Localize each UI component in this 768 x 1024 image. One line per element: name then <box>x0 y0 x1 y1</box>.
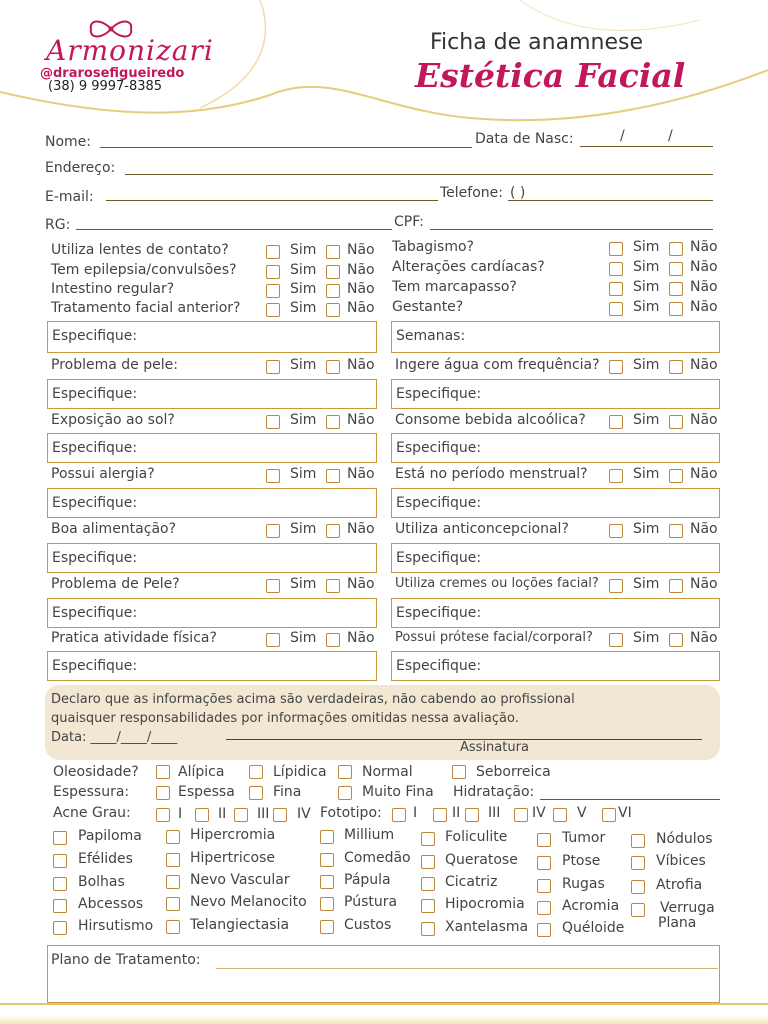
specify-label: Especifique: <box>52 386 138 402</box>
condition-checkbox[interactable] <box>320 853 334 867</box>
sim-checkbox[interactable] <box>266 524 280 538</box>
fototipo-label: Fototipo: <box>320 805 382 821</box>
brand-logo: Armonizari <box>46 34 214 67</box>
condition-checkbox[interactable] <box>537 901 551 915</box>
specify-label: Especifique: <box>396 386 482 402</box>
question-label: Utiliza cremes ou loções facial? <box>395 576 599 591</box>
specify-label: Especifique: <box>396 658 482 674</box>
nao-label: Não <box>690 299 718 315</box>
rg-label: RG: <box>45 217 71 233</box>
nome-field[interactable] <box>100 147 472 148</box>
question-label: Consome bebida alcoólica? <box>395 412 586 428</box>
fototipo-checkbox[interactable] <box>392 808 406 822</box>
nao-label: Não <box>347 357 375 373</box>
nao-label: Não <box>347 300 375 316</box>
question-label: Exposição ao sol? <box>51 412 175 428</box>
nao-checkbox[interactable] <box>669 633 683 647</box>
sim-checkbox[interactable] <box>266 303 280 317</box>
nao-checkbox[interactable] <box>326 469 340 483</box>
declaration-date[interactable]: Data: ____/____/____ <box>51 730 178 745</box>
question-label: Tabagismo? <box>392 239 474 255</box>
condition-label: Abcessos <box>78 896 144 912</box>
nao-label: Não <box>690 466 718 482</box>
sim-label: Sim <box>633 576 660 592</box>
option-label: II <box>218 806 227 822</box>
specify-label: Especifique: <box>52 605 138 621</box>
condition-checkbox[interactable] <box>320 920 334 934</box>
footer-decoration <box>0 1003 768 1024</box>
sim-checkbox[interactable] <box>609 469 623 483</box>
sim-label: Sim <box>290 521 317 537</box>
oleosidade-label: Oleosidade? <box>53 764 139 780</box>
nao-checkbox[interactable] <box>669 302 683 316</box>
nao-checkbox[interactable] <box>669 469 683 483</box>
condition-label: Atrofia <box>656 877 703 893</box>
nao-label: Não <box>347 521 375 537</box>
sim-checkbox[interactable] <box>609 302 623 316</box>
option-label: Muito Fina <box>362 784 434 800</box>
option-label: III <box>257 806 270 822</box>
birth-date-field[interactable] <box>580 146 713 147</box>
specify-label: Especifique: <box>396 605 482 621</box>
sim-checkbox[interactable] <box>266 469 280 483</box>
condition-label: Papiloma <box>78 828 142 844</box>
condition-label: Hirsutismo <box>78 918 154 934</box>
nao-checkbox[interactable] <box>326 579 340 593</box>
specify-box[interactable] <box>391 598 720 628</box>
condition-label: Plana <box>658 915 697 931</box>
sim-label: Sim <box>633 466 660 482</box>
question-label: Possui prótese facial/corporal? <box>395 630 593 645</box>
nao-label: Não <box>690 521 718 537</box>
sim-label: Sim <box>290 357 317 373</box>
espessura-checkbox[interactable] <box>249 786 263 800</box>
condition-label: Rugas <box>562 876 605 892</box>
condition-label: Pústura <box>344 894 398 910</box>
nao-checkbox[interactable] <box>326 633 340 647</box>
sim-label: Sim <box>633 259 660 275</box>
question-label: Ingere água com frequência? <box>395 357 600 373</box>
condition-checkbox[interactable] <box>421 855 435 869</box>
condition-label: Millium <box>344 827 395 843</box>
nao-checkbox[interactable] <box>669 360 683 374</box>
oleosidade-checkbox[interactable] <box>156 765 170 779</box>
hidratacao-label: Hidratação: <box>453 784 535 800</box>
telefone-area-code: ( ) <box>510 185 526 201</box>
condition-label: Hipertricose <box>190 850 275 866</box>
sim-checkbox[interactable] <box>266 415 280 429</box>
specify-box[interactable] <box>47 543 377 573</box>
nao-label: Não <box>347 576 375 592</box>
fototipo-checkbox[interactable] <box>553 808 567 822</box>
page-subtitle: Ficha de anamnese <box>430 30 643 55</box>
nao-label: Não <box>690 412 718 428</box>
condition-label: Telangiectasia <box>190 917 290 933</box>
option-label: II <box>452 805 461 821</box>
sim-label: Sim <box>290 242 317 258</box>
sim-label: Sim <box>290 300 317 316</box>
sim-label: Sim <box>633 357 660 373</box>
condition-checkbox[interactable] <box>421 877 435 891</box>
oleosidade-checkbox[interactable] <box>249 765 263 779</box>
question-label: Possui alergia? <box>51 466 155 482</box>
sim-label: Sim <box>290 466 317 482</box>
nao-label: Não <box>690 259 718 275</box>
condition-label: Quéloide <box>562 920 625 936</box>
condition-label: Bolhas <box>78 874 125 890</box>
fototipo-checkbox[interactable] <box>465 808 479 822</box>
specify-box[interactable] <box>391 543 720 573</box>
condition-label: Víbices <box>656 853 706 869</box>
page-title: Estética Facial <box>415 56 686 95</box>
condition-checkbox[interactable] <box>166 853 180 867</box>
option-label: Alípica <box>178 764 225 780</box>
question-label: Gestante? <box>392 299 464 315</box>
option-label: Espessa <box>178 784 235 800</box>
footer-line <box>0 1003 768 1005</box>
specify-label: Especifique: <box>396 495 482 511</box>
social-handle: @drarosefigueiredo <box>40 66 185 81</box>
sim-label: Sim <box>290 262 317 278</box>
nao-label: Não <box>347 281 375 297</box>
condition-checkbox[interactable] <box>421 832 435 846</box>
condition-label: Cicatriz <box>445 874 498 890</box>
specify-label: Especifique: <box>396 550 482 566</box>
condition-checkbox[interactable] <box>320 897 334 911</box>
cpf-field[interactable] <box>430 229 713 230</box>
condition-label: Efélides <box>78 851 133 867</box>
treatment-plan-label: Plano de Tratamento: <box>51 952 201 968</box>
sim-label: Sim <box>633 279 660 295</box>
condition-label: Nevo Vascular <box>190 872 290 888</box>
nao-checkbox[interactable] <box>326 360 340 374</box>
question-label: Tratamento facial anterior? <box>51 300 241 316</box>
sim-label: Sim <box>633 630 660 646</box>
condition-checkbox[interactable] <box>166 830 180 844</box>
condition-label: Hipocromia <box>445 896 525 912</box>
condition-checkbox[interactable] <box>53 899 67 913</box>
sim-checkbox[interactable] <box>266 579 280 593</box>
contact-phone: (38) 9 9997-8385 <box>48 79 163 94</box>
fototipo-checkbox[interactable] <box>514 808 528 822</box>
nao-checkbox[interactable] <box>326 524 340 538</box>
nao-checkbox[interactable] <box>326 415 340 429</box>
nao-label: Não <box>690 630 718 646</box>
sim-checkbox[interactable] <box>609 524 623 538</box>
condition-label: Foliculite <box>445 829 508 845</box>
condition-checkbox[interactable] <box>53 854 67 868</box>
telefone-label: Telefone: <box>440 185 503 201</box>
condition-label: Nevo Melanocito <box>190 894 307 910</box>
sim-label: Sim <box>633 239 660 255</box>
nao-label: Não <box>690 239 718 255</box>
cpf-label: CPF: <box>394 214 424 230</box>
condition-checkbox[interactable] <box>421 899 435 913</box>
date-separator: / <box>620 128 625 144</box>
acne-checkbox[interactable] <box>156 808 170 822</box>
declaration-text: Declaro que as informações acima são verdadeiras, não cabendo ao profissional <box>51 692 575 707</box>
condition-checkbox[interactable] <box>537 833 551 847</box>
condition-checkbox[interactable] <box>320 830 334 844</box>
treatment-plan-field[interactable] <box>216 968 718 969</box>
question-label: Intestino regular? <box>51 281 175 297</box>
condition-label: Acromia <box>562 898 620 914</box>
sim-label: Sim <box>633 299 660 315</box>
question-label: Tem epilepsia/convulsões? <box>51 262 237 278</box>
option-label: V <box>577 805 587 821</box>
nao-label: Não <box>690 357 718 373</box>
option-label: VI <box>618 805 632 821</box>
nao-checkbox[interactable] <box>326 284 340 298</box>
specify-label: Especifique: <box>52 550 138 566</box>
specify-box[interactable] <box>391 651 720 681</box>
sim-checkbox[interactable] <box>609 242 623 256</box>
nome-label: Nome: <box>45 134 92 150</box>
nao-checkbox[interactable] <box>669 415 683 429</box>
condition-label: Custos <box>344 917 392 933</box>
nao-checkbox[interactable] <box>326 245 340 259</box>
option-label: I <box>413 805 418 821</box>
specify-box[interactable] <box>391 379 720 409</box>
acne-checkbox[interactable] <box>234 808 248 822</box>
nao-label: Não <box>690 576 718 592</box>
condition-checkbox[interactable] <box>421 922 435 936</box>
nao-checkbox[interactable] <box>669 242 683 256</box>
sim-label: Sim <box>290 281 317 297</box>
acne-checkbox[interactable] <box>273 808 287 822</box>
nao-checkbox[interactable] <box>326 265 340 279</box>
specify-box[interactable] <box>391 433 720 463</box>
condition-label: Hipercromia <box>190 827 276 843</box>
sim-checkbox[interactable] <box>266 633 280 647</box>
sim-label: Sim <box>633 412 660 428</box>
sim-checkbox[interactable] <box>609 282 623 296</box>
sim-checkbox[interactable] <box>609 360 623 374</box>
question-label: Utiliza lentes de contato? <box>51 242 229 258</box>
sim-checkbox[interactable] <box>609 415 623 429</box>
sim-checkbox[interactable] <box>266 360 280 374</box>
specify-box[interactable] <box>47 433 377 463</box>
condition-checkbox[interactable] <box>631 834 645 848</box>
espessura-checkbox[interactable] <box>156 786 170 800</box>
option-label: IV <box>532 805 546 821</box>
condition-checkbox[interactable] <box>631 903 645 917</box>
condition-label: Ptose <box>562 853 601 869</box>
condition-checkbox[interactable] <box>631 856 645 870</box>
option-label: IV <box>297 806 311 822</box>
birth-date-label: Data de Nasc: <box>475 131 574 147</box>
specify-box[interactable] <box>47 651 377 681</box>
condition-checkbox[interactable] <box>537 856 551 870</box>
nao-checkbox[interactable] <box>669 579 683 593</box>
oleosidade-checkbox[interactable] <box>452 765 466 779</box>
weeks-box[interactable]: Semanas: <box>391 321 720 353</box>
sim-label: Sim <box>290 412 317 428</box>
sim-label: Sim <box>633 521 660 537</box>
rg-field[interactable] <box>76 229 392 230</box>
endereco-label: Endereço: <box>45 160 116 176</box>
condition-checkbox[interactable] <box>320 875 334 889</box>
signature-label: Assinatura <box>460 740 529 755</box>
specify-label: Especifique: <box>52 440 138 456</box>
declaration-text: quaisquer responsabilidades por informações omitidas nessa avaliação. <box>51 711 519 726</box>
specify-box[interactable]: Especifique: <box>47 321 377 353</box>
option-label: III <box>488 805 501 821</box>
sim-checkbox[interactable] <box>266 284 280 298</box>
condition-label: Tumor <box>562 830 606 846</box>
nao-label: Não <box>690 279 718 295</box>
question-label: Está no período menstrual? <box>395 466 588 482</box>
sim-checkbox[interactable] <box>609 262 623 276</box>
condition-label: Verruga <box>660 900 715 916</box>
question-label: Tem marcapasso? <box>392 279 517 295</box>
condition-checkbox[interactable] <box>631 880 645 894</box>
option-label: Normal <box>362 764 413 780</box>
condition-label: Xantelasma <box>445 919 529 935</box>
telefone-field[interactable] <box>508 200 713 201</box>
email-label: E-mail: <box>45 189 94 205</box>
condition-checkbox[interactable] <box>53 831 67 845</box>
nao-label: Não <box>347 262 375 278</box>
nao-label: Não <box>347 242 375 258</box>
fototipo-checkbox[interactable] <box>433 808 447 822</box>
condition-checkbox[interactable] <box>166 920 180 934</box>
acne-checkbox[interactable] <box>195 808 209 822</box>
condition-checkbox[interactable] <box>537 923 551 937</box>
sim-label: Sim <box>290 630 317 646</box>
nao-checkbox[interactable] <box>669 262 683 276</box>
fototipo-checkbox[interactable] <box>602 808 616 822</box>
question-label: Utiliza anticoncepcional? <box>395 521 569 537</box>
specify-box[interactable] <box>47 598 377 628</box>
oleosidade-checkbox[interactable] <box>338 765 352 779</box>
sim-checkbox[interactable] <box>609 579 623 593</box>
question-label: Problema de Pele? <box>51 576 180 592</box>
nao-checkbox[interactable] <box>669 282 683 296</box>
condition-label: Nódulos <box>656 831 713 847</box>
specify-box[interactable] <box>47 379 377 409</box>
sim-checkbox[interactable] <box>609 633 623 647</box>
condition-label: Queratose <box>445 852 518 868</box>
condition-checkbox[interactable] <box>53 877 67 891</box>
sim-label: Sim <box>290 576 317 592</box>
condition-checkbox[interactable] <box>166 875 180 889</box>
sim-checkbox[interactable] <box>266 265 280 279</box>
option-label: Lípidica <box>273 764 327 780</box>
sim-checkbox[interactable] <box>266 245 280 259</box>
condition-label: Pápula <box>344 872 391 888</box>
specify-label: Especifique: <box>52 658 138 674</box>
specify-label: Especifique: <box>396 440 482 456</box>
option-label: I <box>178 806 183 822</box>
condition-checkbox[interactable] <box>166 897 180 911</box>
acne-label: Acne Grau: <box>53 805 131 821</box>
endereco-field[interactable] <box>125 174 713 175</box>
nao-checkbox[interactable] <box>669 524 683 538</box>
nao-label: Não <box>347 466 375 482</box>
specify-label: Especifique: <box>52 495 138 511</box>
espessura-label: Espessura: <box>53 784 130 800</box>
specify-box[interactable] <box>47 488 377 518</box>
specify-box[interactable] <box>391 488 720 518</box>
question-label: Pratica atividade física? <box>51 630 217 646</box>
option-label: Seborreica <box>476 764 551 780</box>
question-label: Boa alimentação? <box>51 521 177 537</box>
email-field[interactable] <box>106 200 438 201</box>
nao-label: Não <box>347 630 375 646</box>
condition-checkbox[interactable] <box>537 879 551 893</box>
question-label: Problema de pele: <box>51 357 178 373</box>
date-separator: / <box>668 128 673 144</box>
nao-label: Não <box>347 412 375 428</box>
nao-checkbox[interactable] <box>326 303 340 317</box>
question-label: Alterações cardíacas? <box>392 259 545 275</box>
espessura-checkbox[interactable] <box>338 786 352 800</box>
condition-checkbox[interactable] <box>53 921 67 935</box>
option-label: Fina <box>273 784 302 800</box>
condition-label: Comedão <box>344 850 411 866</box>
hidratacao-field[interactable] <box>540 799 720 800</box>
